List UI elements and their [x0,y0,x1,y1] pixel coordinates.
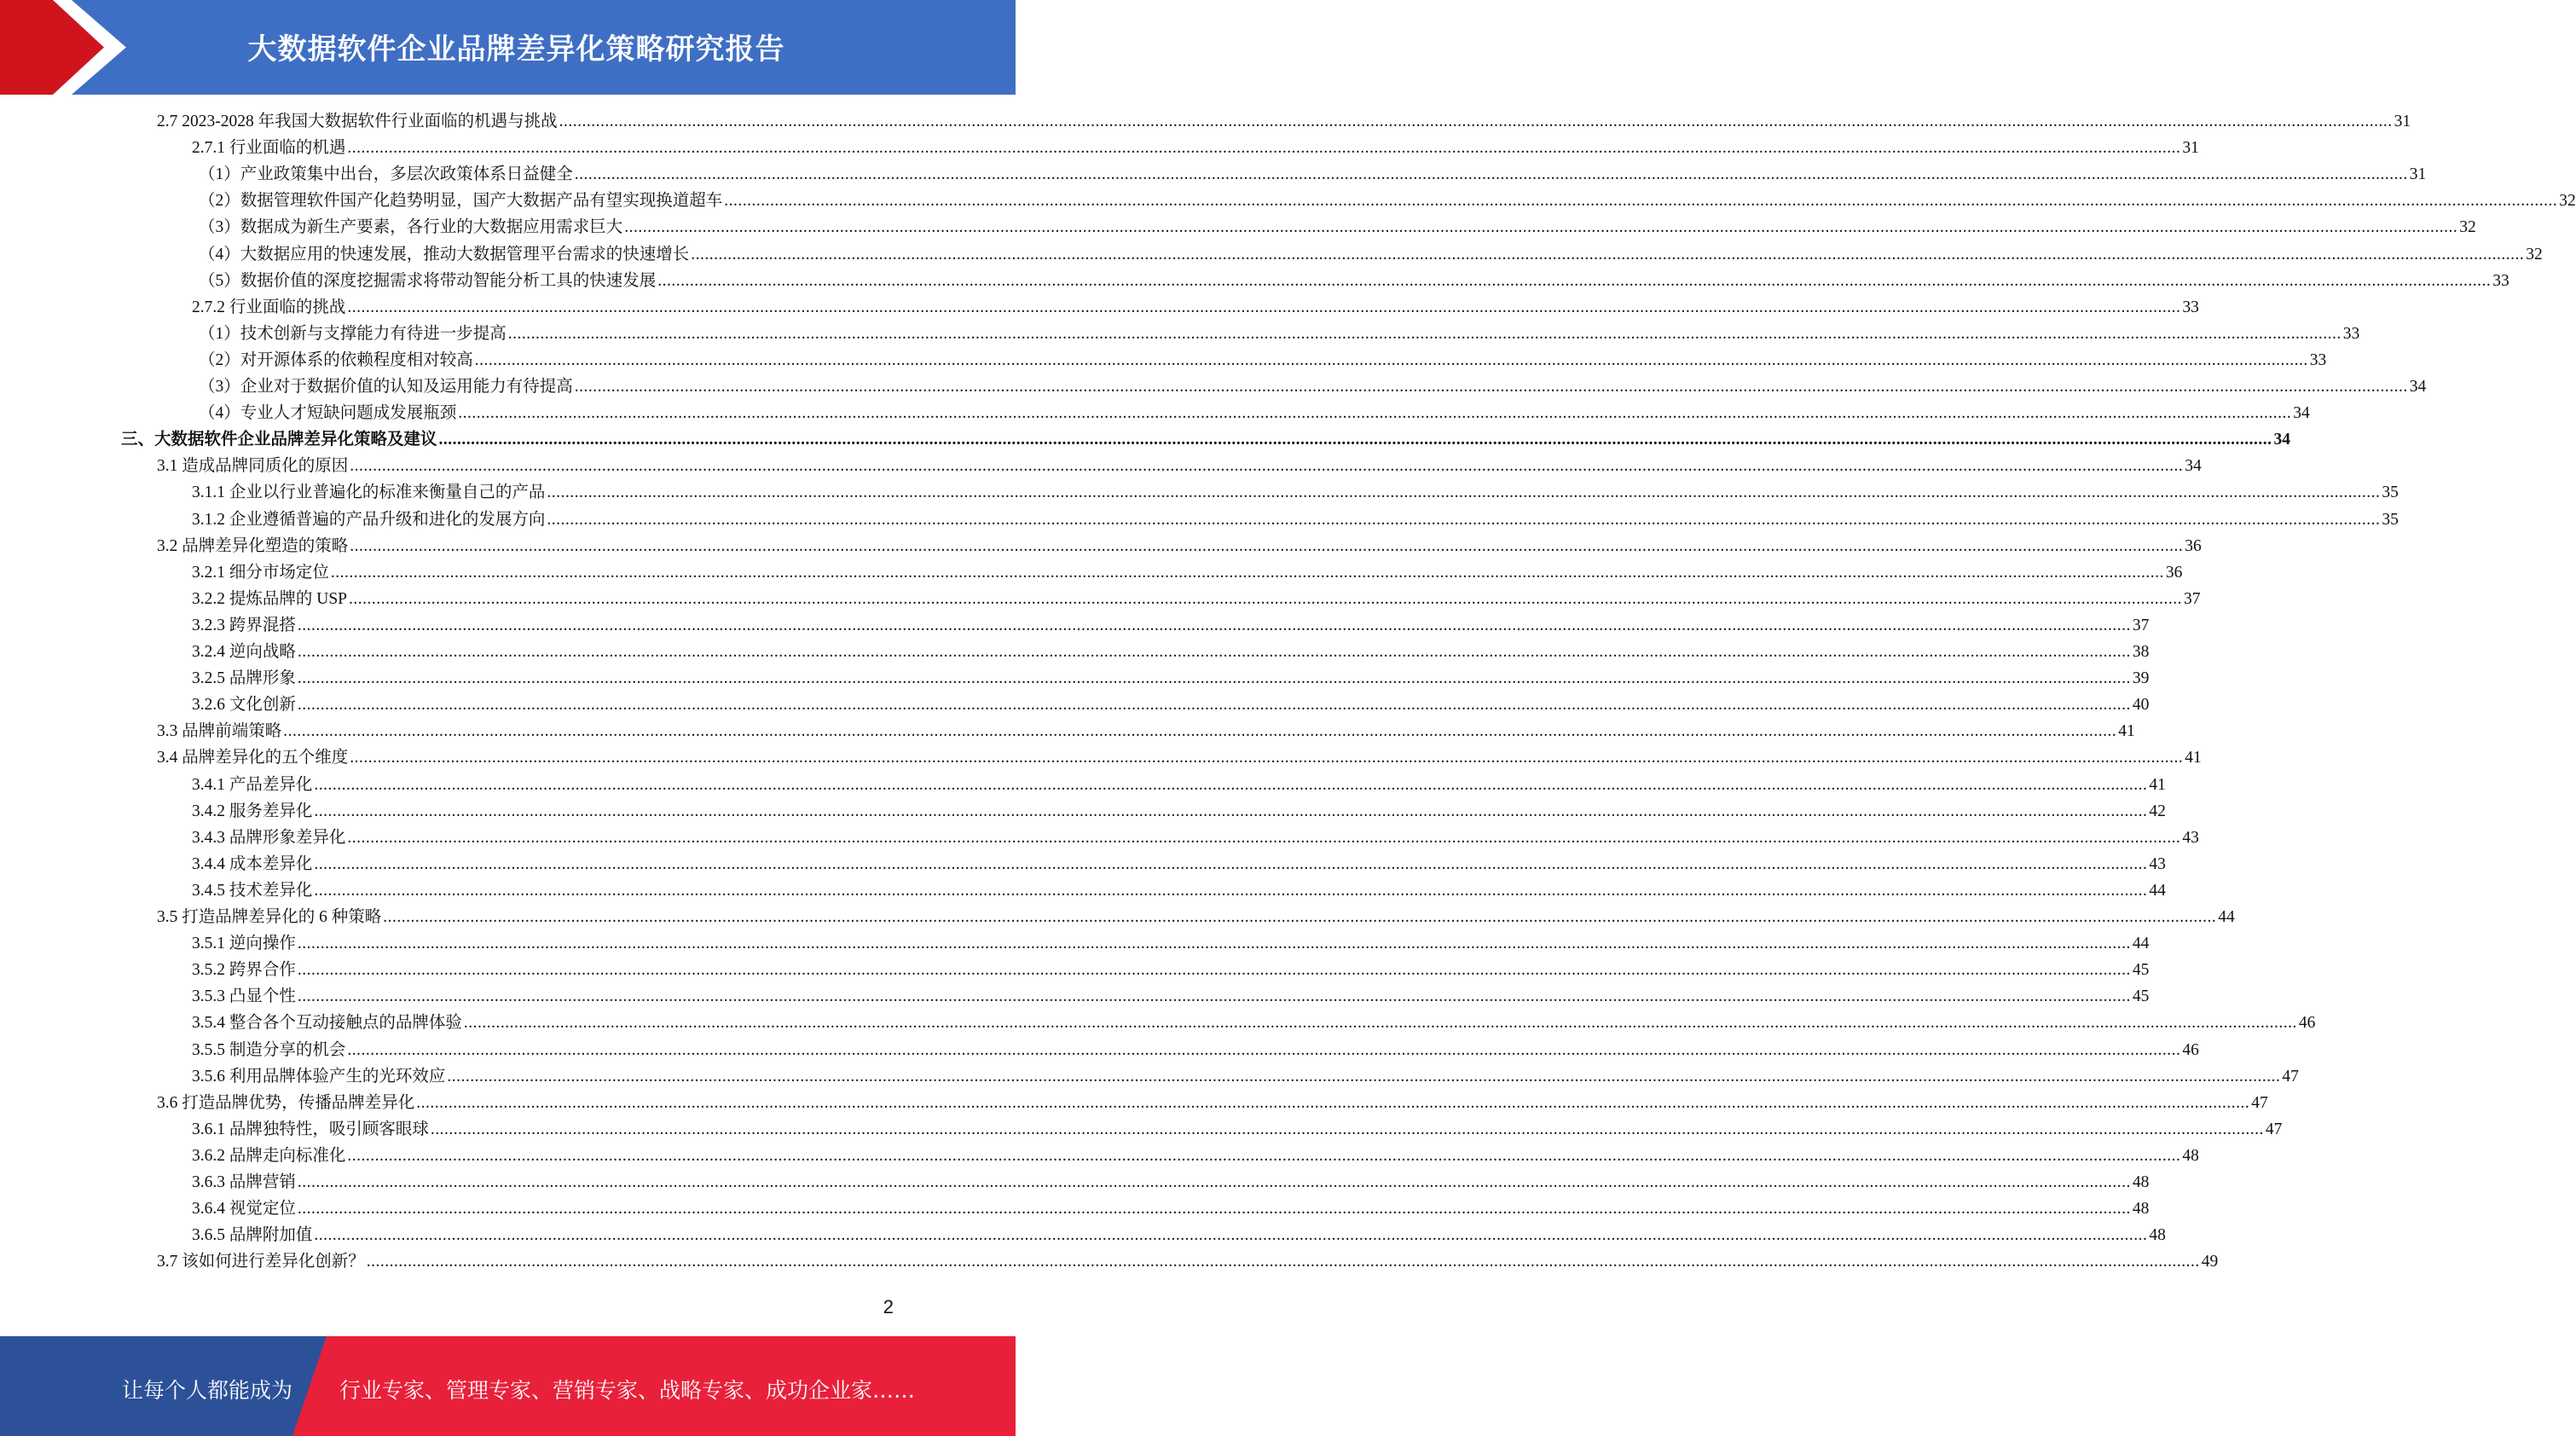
toc-entry-label: 3.6.3 品牌营销 [192,1173,296,1191]
toc-entry-page: 48 [2182,1146,2199,1165]
toc-entry-label: （1）技术创新与支撑能力有待进一步提高 [199,324,507,343]
toc-entry-label: 3.2.5 品牌形象 [192,669,296,688]
toc-entry-page: 43 [2182,828,2199,847]
toc-entry-label: 3.6.4 视觉定位 [192,1200,296,1219]
toc-leader-dots: ................................................................................................................................................................................................................................................................................................................................................................................................................ [624,218,2458,237]
toc-entry-page: 38 [2132,643,2150,661]
toc-entry[interactable] [199,188,2576,214]
toc-entry-page: 31 [2182,139,2199,158]
toc-entry-label: 3.6.1 品牌独特性，吸引顾客眼球 [192,1120,429,1138]
toc-entry-page: 32 [2526,245,2543,263]
toc-leader-dots: ................................................................................................................................................................................................................................................................................................................................................................................................................ [314,881,2148,900]
toc-entry-label: 3.7 该如何进行差异化创新？ [157,1253,365,1271]
toc-entry[interactable] [157,108,2411,135]
toc-entry-label: 3.1 造成品牌同质化的原因 [157,457,349,476]
toc-entry-label: 2.7 2023-2028 年我国大数据软件行业面临的机遇与挑战 [157,113,558,130]
toc-entry[interactable] [157,453,2202,479]
toc-entry[interactable] [192,825,2199,851]
toc-entry-page: 41 [2149,775,2166,794]
toc-leader-dots: ................................................................................................................................................................................................................................................................................................................................................................................................................ [297,669,2131,688]
toc-entry-label: 3.4.3 品牌形象差异化 [192,828,346,847]
toc-entry[interactable] [192,479,2399,506]
toc-entry[interactable] [192,665,2150,692]
toc-entry-page: 37 [2184,589,2201,608]
toc-entry[interactable] [192,1037,2199,1063]
toc-entry-page: 44 [2132,935,2150,953]
toc-entry[interactable] [192,639,2150,665]
toc-entry-page: 48 [2149,1226,2166,1245]
toc-entry[interactable] [192,559,2183,586]
toc-entry-label: 3.2.6 文化创新 [192,696,296,715]
toc-entry-page: 47 [2282,1067,2299,1086]
toc-entry[interactable] [199,241,2543,268]
toc-entry-label: （5）数据价值的深度挖掘需求将带动智能分析工具的快速发展 [199,271,657,290]
toc-entry[interactable] [199,321,2360,347]
toc-entry-label: （4）专业人才短缺问题成发展瓶颈 [199,404,457,423]
toc-leader-dots: ................................................................................................................................................................................................................................................................................................................................................................................................................ [657,271,2492,290]
toc-entry-label: 2.7.1 行业面临的机遇 [192,139,346,158]
toc-entry[interactable] [192,612,2150,639]
toc-entry[interactable] [121,426,2291,453]
toc-leader-dots: ................................................................................................................................................................................................................................................................................................................................................................................................................ [547,483,2381,502]
page-footer [0,1336,1016,1436]
toc-leader-dots: ................................................................................................................................................................................................................................................................................................................................................................................................................ [350,536,2184,555]
toc-entry-label: 3.5.4 整合各个互动接触点的品牌体验 [192,1014,462,1033]
toc-entry-page: 40 [2132,696,2150,715]
toc-entry-page: 36 [2165,563,2183,582]
toc-entry-page: 49 [2201,1253,2219,1271]
toc-entry[interactable] [192,772,2166,798]
toc-entry-page: 36 [2185,536,2202,555]
toc-entry[interactable] [157,744,2202,771]
toc-entry-label: 3.6.2 品牌走向标准化 [192,1146,346,1165]
toc-leader-dots: ................................................................................................................................................................................................................................................................................................................................................................................................................ [447,1067,2281,1086]
toc-leader-dots: ................................................................................................................................................................................................................................................................................................................................................................................................................ [283,722,2117,741]
toc-leader-dots: ................................................................................................................................................................................................................................................................................................................................................................................................................ [297,987,2131,1006]
toc-leader-dots: ................................................................................................................................................................................................................................................................................................................................................................................................................ [438,431,2272,449]
toc-entry[interactable] [157,1248,2219,1275]
toc-entry[interactable] [192,135,2199,161]
toc-entry[interactable] [192,1116,2283,1143]
toc-entry-page: 32 [2459,218,2476,237]
toc-entry[interactable] [192,851,2166,877]
toc-entry[interactable] [192,930,2150,957]
toc-leader-dots: ................................................................................................................................................................................................................................................................................................................................................................................................................ [297,643,2131,661]
toc-leader-dots: ................................................................................................................................................................................................................................................................................................................................................................................................................ [574,165,2408,184]
toc-entry-page: 37 [2132,616,2150,634]
toc-leader-dots: ................................................................................................................................................................................................................................................................................................................................................................................................................ [297,1200,2131,1219]
toc-entry-page: 46 [2182,1040,2199,1059]
toc-leader-dots: ................................................................................................................................................................................................................................................................................................................................................................................................................ [463,1014,2297,1033]
toc-leader-dots: ................................................................................................................................................................................................................................................................................................................................................................................................................ [547,510,2381,529]
toc-entry-page: 43 [2149,854,2166,873]
toc-entry-page: 41 [2118,722,2135,741]
toc-leader-dots: ................................................................................................................................................................................................................................................................................................................................................................................................................ [347,828,2181,847]
toc-entry[interactable] [199,400,2310,426]
toc-entry-label: 3.2.4 逆向战略 [192,643,296,661]
toc-entry[interactable] [199,268,2509,294]
toc-entry-page: 34 [2409,378,2427,396]
toc-leader-dots: ................................................................................................................................................................................................................................................................................................................................................................................................................ [349,589,2183,608]
toc-leader-dots: ................................................................................................................................................................................................................................................................................................................................................................................................................ [347,298,2181,316]
toc-entry-label: 3.4.1 产品差异化 [192,775,313,794]
toc-entry-page: 35 [2382,510,2399,529]
toc-entry-page: 34 [2185,457,2202,476]
toc-entry-page: 34 [2273,431,2291,449]
toc-entry-page: 46 [2298,1014,2316,1033]
toc-entry-label: 3.5.6 利用品牌体验产生的光环效应 [192,1067,446,1086]
toc-entry[interactable] [157,1090,2268,1116]
toc-leader-dots: ................................................................................................................................................................................................................................................................................................................................................................................................................ [383,908,2217,926]
toc-entry[interactable] [192,1143,2199,1169]
toc-leader-dots: ................................................................................................................................................................................................................................................................................................................................................................................................................ [347,139,2181,158]
toc-entry-page: 33 [2182,298,2199,316]
toc-leader-dots: ................................................................................................................................................................................................................................................................................................................................................................................................................ [507,324,2342,343]
toc-leader-dots: ................................................................................................................................................................................................................................................................................................................................................................................................................ [458,404,2292,423]
toc-entry-label: 三、大数据软件企业品牌差异化策略及建议 [121,431,437,449]
toc-entry-label: 3.2.1 细分市场定位 [192,563,329,582]
toc-leader-dots: ................................................................................................................................................................................................................................................................................................................................................................................................................ [314,802,2148,820]
toc-entry[interactable] [192,507,2399,533]
toc-entry-page: 33 [2492,271,2509,290]
toc-entry-label: 3.1.2 企业遵循普遍的产品升级和进化的发展方向 [192,510,546,529]
toc-entry-page: 31 [2409,165,2427,184]
toc-leader-dots: ................................................................................................................................................................................................................................................................................................................................................................................................................ [297,961,2131,980]
toc-leader-dots: ................................................................................................................................................................................................................................................................................................................................................................................................................ [350,749,2184,767]
toc-leader-dots: ................................................................................................................................................................................................................................................................................................................................................................................................................ [559,113,2393,130]
toc-entry[interactable] [192,692,2150,718]
toc-entry[interactable] [192,877,2166,904]
toc-leader-dots: ................................................................................................................................................................................................................................................................................................................................................................................................................ [314,775,2148,794]
toc-leader-dots: ................................................................................................................................................................................................................................................................................................................................................................................................................ [347,1146,2181,1165]
toc-entry-page: 45 [2132,961,2150,980]
toc-entry-page: 34 [2293,404,2310,423]
toc-entry[interactable] [192,1169,2150,1196]
toc-entry-label: （3）数据成为新生产要素，各行业的大数据应用需求巨大 [199,218,623,237]
toc-entry[interactable] [199,347,2327,373]
toc-entry[interactable] [192,1222,2166,1248]
toc-entry-page: 47 [2251,1093,2268,1112]
toc-entry-label: 3.3 品牌前端策略 [157,722,282,741]
toc-entry[interactable] [192,798,2166,825]
toc-entry[interactable] [199,161,2427,188]
toc-entry-label: 3.6.5 品牌附加值 [192,1226,313,1245]
toc-entry-label: 3.4.5 技术差异化 [192,881,313,900]
toc-leader-dots: ................................................................................................................................................................................................................................................................................................................................................................................................................ [297,696,2131,715]
toc-entry-page: 44 [2149,881,2166,900]
toc-entry-label: （4）大数据应用的快速发展，推动大数据管理平台需求的快速增长 [199,245,690,263]
toc-entry-label: 3.4.2 服务差异化 [192,802,313,820]
toc-entry-page: 48 [2132,1200,2150,1219]
toc-leader-dots: ................................................................................................................................................................................................................................................................................................................................................................................................................ [724,192,2558,211]
toc-entry-label: （2）数据管理软件国产化趋势明显，国产大数据产品有望实现换道超车 [199,192,723,211]
toc-entry-page: 47 [2265,1120,2283,1138]
toc-entry-label: 3.4 品牌差异化的五个维度 [157,749,349,767]
toc-leader-dots: ................................................................................................................................................................................................................................................................................................................................................................................................................ [430,1120,2264,1138]
toc-entry-page: 32 [2559,192,2576,211]
toc-leader-dots: ................................................................................................................................................................................................................................................................................................................................................................................................................ [366,1253,2200,1271]
toc-leader-dots: ................................................................................................................................................................................................................................................................................................................................................................................................................ [297,935,2131,953]
toc-leader-dots: ................................................................................................................................................................................................................................................................................................................................................................................................................ [350,457,2184,476]
toc-entry[interactable] [199,214,2476,240]
toc-entry[interactable] [192,1063,2299,1090]
report-title: 大数据软件企业品牌差异化策略研究报告 [247,32,785,67]
toc-entry-page: 31 [2394,113,2411,130]
toc-entry[interactable] [192,983,2150,1010]
toc-leader-dots: ................................................................................................................................................................................................................................................................................................................................................................................................................ [474,350,2308,369]
toc-entry-page: 35 [2382,483,2399,502]
toc-entry[interactable] [192,294,2199,321]
toc-entry-page: 33 [2309,350,2327,369]
toc-entry-label: 3.2.3 跨界混搭 [192,616,296,634]
footer-slogan-left: 让每个人都能成为 [122,1378,293,1403]
footer-slogan-right: 行业专家、管理专家、营销专家、战略专家、成功企业家…… [339,1378,916,1403]
toc-entry-label: 3.1.1 企业以行业普遍化的标准来衡量自己的产品 [192,483,546,502]
toc-entry-label: （1）产业政策集中出台，多层次政策体系日益健全 [199,165,573,184]
toc-entry-page: 42 [2149,802,2166,820]
toc-entry[interactable] [157,904,2235,930]
toc-entry-label: 3.5.2 跨界合作 [192,961,296,980]
toc-leader-dots: ................................................................................................................................................................................................................................................................................................................................................................................................................ [297,616,2131,634]
toc-entry[interactable] [192,1010,2316,1036]
toc-entry[interactable] [192,957,2150,983]
toc-entry-page: 41 [2185,749,2202,767]
toc-entry-label: 3.4.4 成本差异化 [192,854,313,873]
toc-entry-label: 3.2 品牌差异化塑造的策略 [157,536,349,555]
toc-entry-label: 3.5.5 制造分享的机会 [192,1040,346,1059]
toc-entry-label: 3.5 打造品牌差异化的 6 种策略 [157,908,382,926]
toc-entry-label: 3.5.1 逆向操作 [192,935,296,953]
toc-leader-dots: ................................................................................................................................................................................................................................................................................................................................................................................................................ [330,563,2164,582]
toc-entry-page: 44 [2218,908,2235,926]
toc-leader-dots: ................................................................................................................................................................................................................................................................................................................................................................................................................ [314,1226,2148,1245]
toc-entry-page: 39 [2132,669,2150,688]
toc-entry-page: 45 [2132,987,2150,1006]
toc-entry[interactable] [192,586,2201,612]
toc-entry-page: 33 [2342,324,2360,343]
toc-entry-label: （2）对开源体系的依赖程度相对较高 [199,350,473,369]
toc-entry[interactable] [199,373,2427,400]
toc-entry[interactable] [157,718,2135,744]
toc-entry[interactable] [192,1196,2150,1222]
toc-entry-label: 3.5.3 凸显个性 [192,987,296,1006]
page-number: 2 [883,1296,894,1317]
toc-entry-label: 2.7.2 行业面临的挑战 [192,298,346,316]
toc-leader-dots: ................................................................................................................................................................................................................................................................................................................................................................................................................ [347,1040,2181,1059]
toc-leader-dots: ................................................................................................................................................................................................................................................................................................................................................................................................................ [691,245,2525,263]
toc-leader-dots: ................................................................................................................................................................................................................................................................................................................................................................................................................ [314,854,2148,873]
toc-leader-dots: ................................................................................................................................................................................................................................................................................................................................................................................................................ [574,378,2408,396]
toc-leader-dots: ................................................................................................................................................................................................................................................................................................................................................................................................................ [416,1093,2250,1112]
toc-leader-dots: ................................................................................................................................................................................................................................................................................................................................................................................................................ [297,1173,2131,1191]
toc-entry-label: 3.6 打造品牌优势，传播品牌差异化 [157,1093,415,1112]
toc-entry-label: （3）企业对于数据价值的认知及运用能力有待提高 [199,378,573,396]
report-header [0,0,1016,95]
toc-entry-label: 3.2.2 提炼品牌的 USP [192,589,348,608]
toc-entry-page: 48 [2132,1173,2150,1191]
toc-entry[interactable] [157,533,2202,559]
